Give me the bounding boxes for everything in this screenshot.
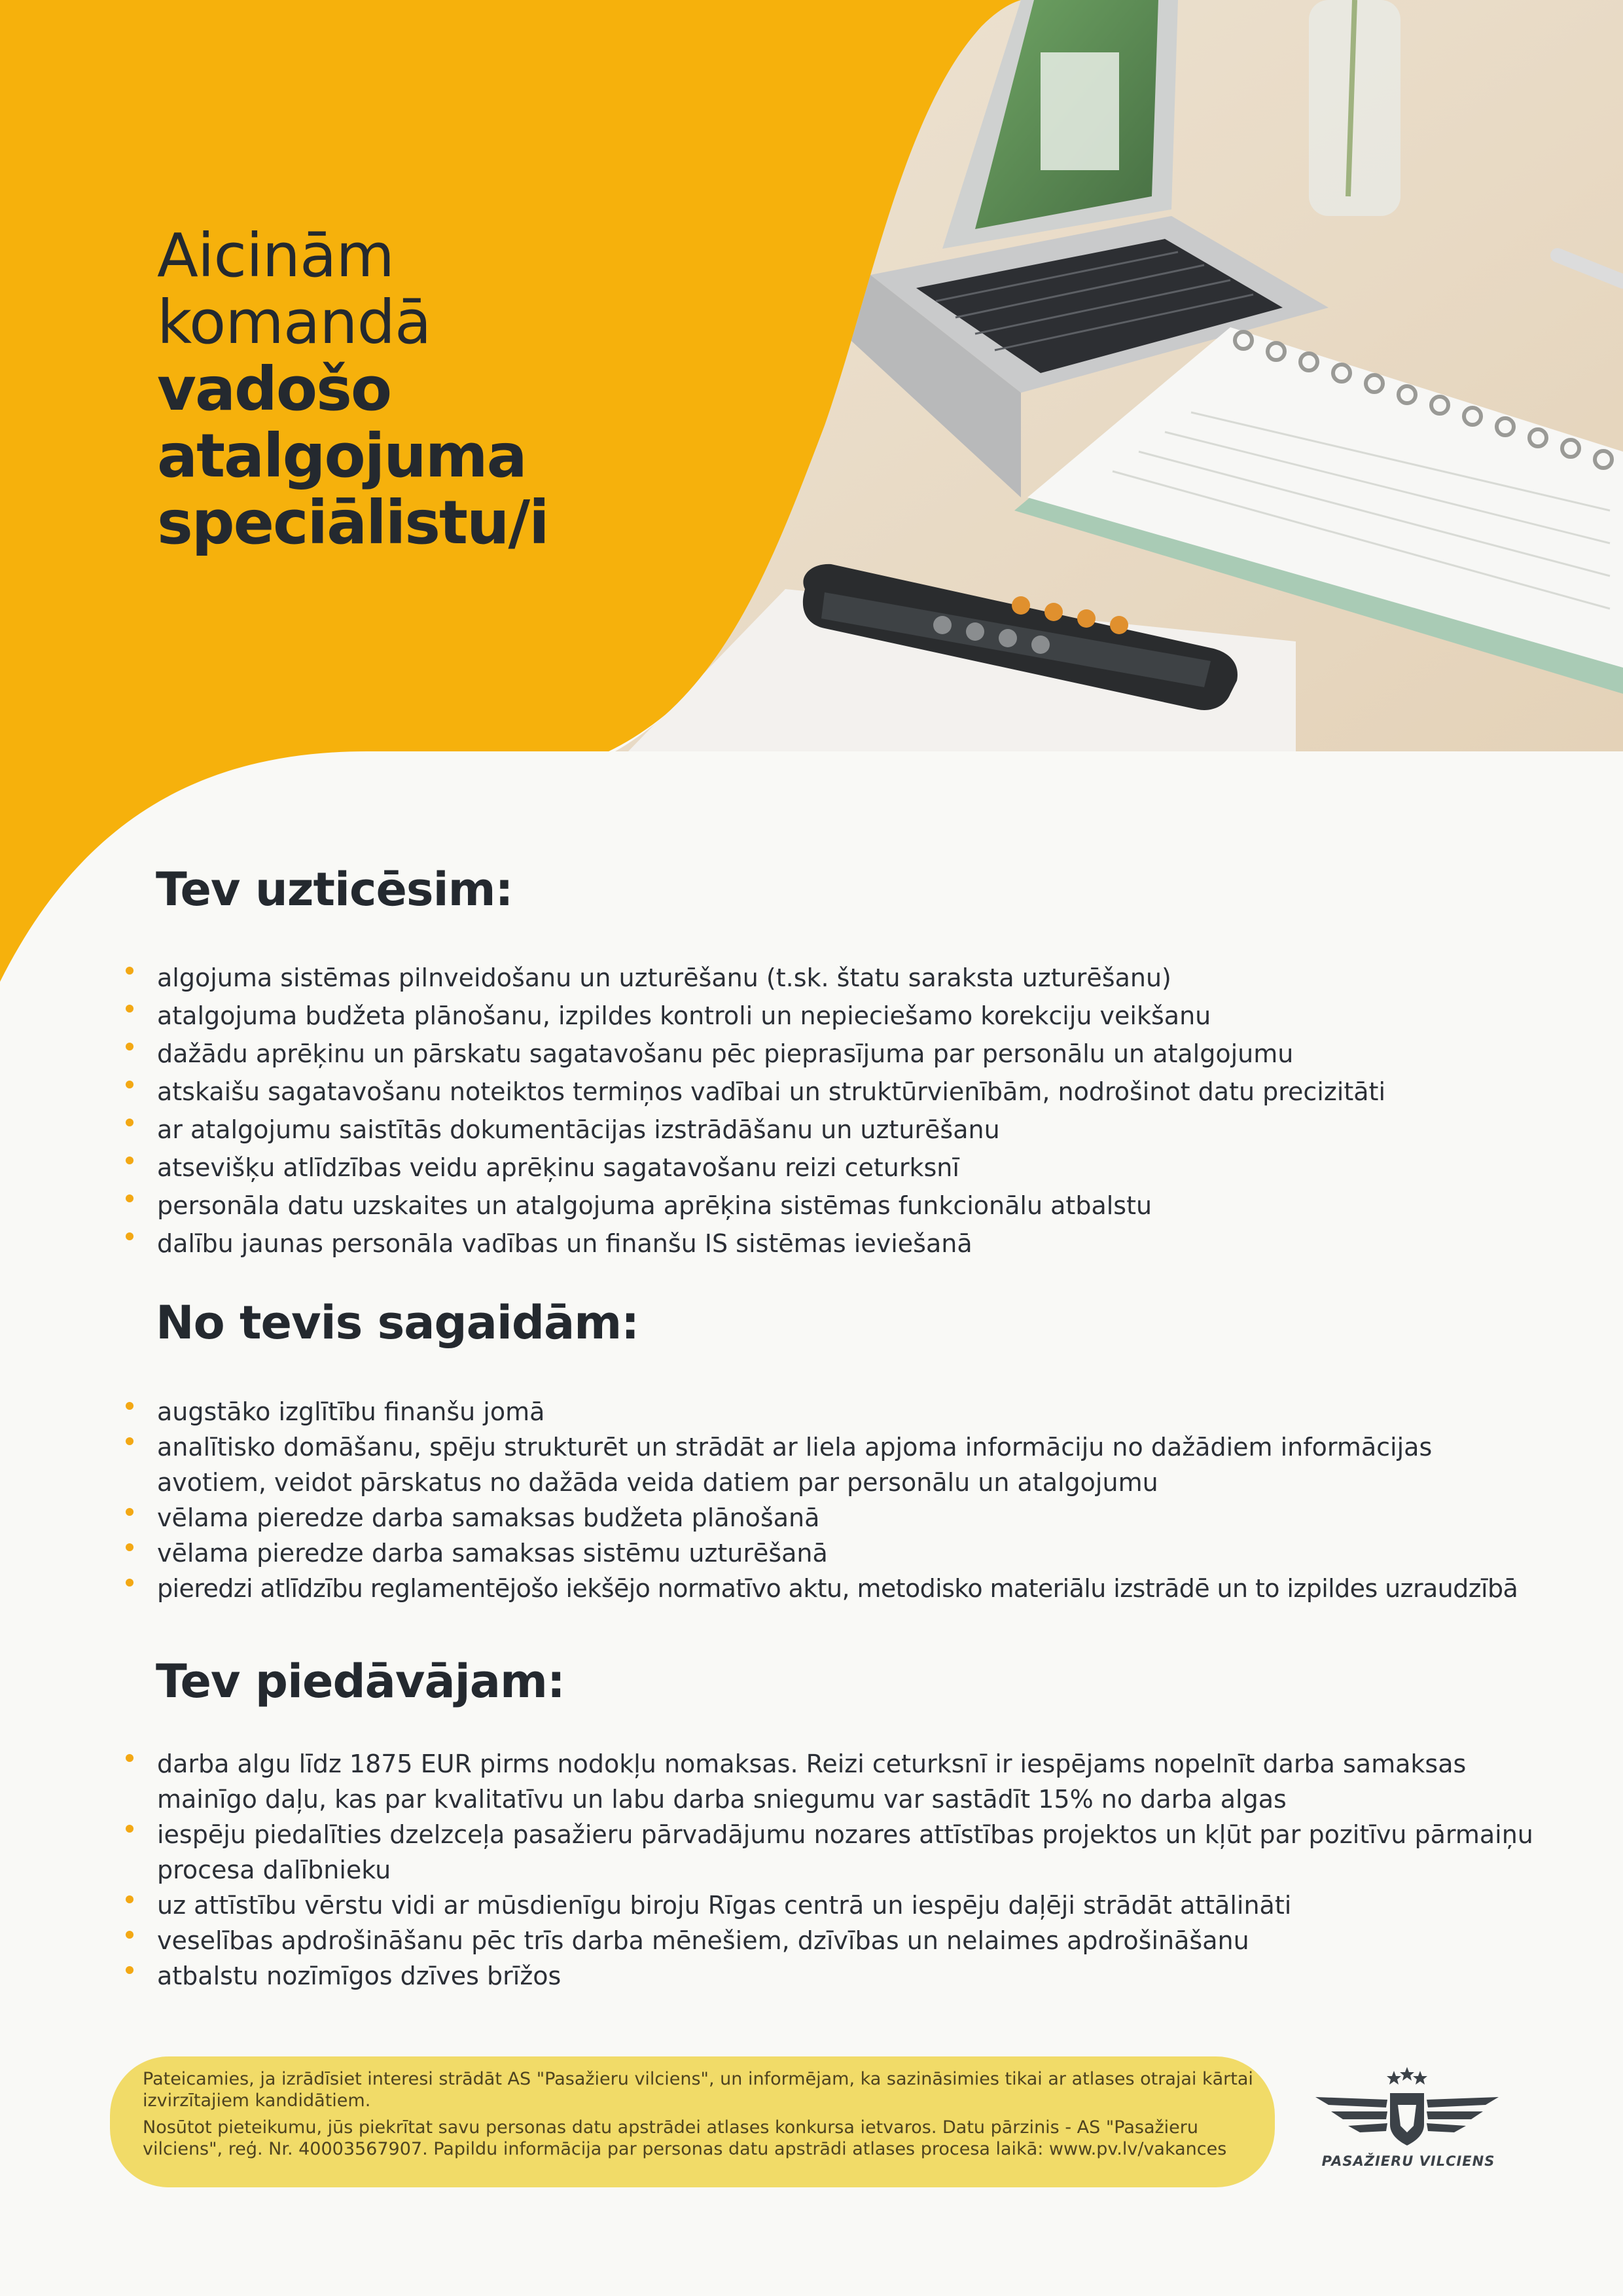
section-title-offer: Tev piedāvājam: xyxy=(156,1655,565,1708)
title-line-2: komandā xyxy=(157,287,431,357)
list-item: personāla datu uzskaites un atalgojuma aprēķina sistēmas funkcionālu atbalstu xyxy=(157,1187,1571,1225)
bullet-icon xyxy=(126,1543,134,1551)
footer-paragraph-1: Pateicamies, ja izrādīsiet interesi strādāt AS "Pasažieru vilciens", un informējam, ka sazināsimies tikai ar atlases otrajai kārtai izvirzītajiem kandidātiem. xyxy=(143,2069,1253,2111)
list-item: vēlama pieredze darba samaksas budžeta plānošanā xyxy=(157,1500,1571,1535)
title-line-1: Aicinām xyxy=(157,221,394,291)
bullet-icon xyxy=(126,1437,134,1445)
company-logo-text: PASAŽIERU VILCIENS xyxy=(1321,2153,1495,2169)
bullet-icon xyxy=(126,1232,134,1240)
bullet-icon xyxy=(126,1825,134,1833)
list-item: dalību jaunas personāla vadības un finanšu IS sistēmas ieviešanā xyxy=(157,1225,1571,1263)
bullet-icon xyxy=(126,1895,134,1903)
bullet-icon xyxy=(126,1754,134,1762)
list-item: darba algu līdz 1875 EUR pirms nodokļu nomaksas. Reizi ceturksnī ir iespējams nopelnīt darba samaksas mainīgo daļu, kas par kvalitatīvu un labu darba sniegumu var sastādīt 15% no darba algas xyxy=(157,1746,1558,1817)
offer-list xyxy=(157,1746,1571,1994)
title-line-3: vadošo xyxy=(157,354,391,424)
title-line-4: atalgojuma xyxy=(157,421,526,491)
bullet-icon xyxy=(126,1119,134,1126)
list-item: iespēju piedalīties dzelzceļa pasažieru pārvadājumu nozares attīstības projektos un kļūt par pozitīvu pārmaiņu procesa dalībnieku xyxy=(157,1817,1558,1888)
list-item: algojuma sistēmas pilnveidošanu un uzturēšanu (t.sk. štatu saraksta uzturēšanu) xyxy=(157,959,1571,997)
bullet-icon xyxy=(126,1966,134,1974)
list-item: atsevišķu atlīdzības veidu aprēķinu sagatavošanu reizi ceturksnī xyxy=(157,1149,1571,1187)
bullet-icon xyxy=(126,1081,134,1088)
bullet-icon xyxy=(126,1508,134,1516)
bullet-icon xyxy=(126,967,134,975)
section-title-expect: No tevis sagaidām: xyxy=(156,1296,639,1350)
expect-list xyxy=(157,1394,1571,1606)
footer-note xyxy=(143,2068,1255,2165)
entrust-list xyxy=(157,959,1571,1263)
list-item: atalgojuma budžeta plānošanu, izpildes kontroli un nepieciešamo korekciju veikšanu xyxy=(157,997,1571,1035)
list-item: ar atalgojumu saistītās dokumentācijas izstrādāšanu un uzturēšanu xyxy=(157,1111,1571,1149)
list-item: atbalstu nozīmīgos dzīves brīžos xyxy=(157,1958,1571,1994)
bullet-icon xyxy=(126,1579,134,1587)
footer-paragraph-2: Nosūtot pieteikumu, jūs piekrītat savu personas datu apstrādei atlases konkursa ietvaros. Datu pārzinis - AS "Pasažieru vilciens", reģ. Nr. 40003567907. Papildu informācija par personas datu apstrādi atlases procesa laikā: www.pv.lv/vakances xyxy=(143,2117,1227,2159)
bullet-icon xyxy=(126,1402,134,1410)
title-line-5: speciālistu/i xyxy=(157,488,548,558)
bullet-icon xyxy=(126,1043,134,1050)
list-item: atskaišu sagatavošanu noteiktos termiņos vadībai un struktūrvienībām, nodrošinot datu precizitāti xyxy=(157,1073,1571,1111)
section-title-entrust: Tev uzticēsim: xyxy=(156,863,513,916)
list-item: analītisko domāšanu, spēju strukturēt un strādāt ar liela apjoma informāciju no dažādiem informācijas avotiem, veidot pārskatus no dažāda veida datiem par personālu un atalgojumu xyxy=(157,1429,1466,1500)
list-item: veselības apdrošināšanu pēc trīs darba mēnešiem, dzīvības un nelaimes apdrošināšanu xyxy=(157,1923,1571,1958)
bullet-icon xyxy=(126,1194,134,1202)
bullet-icon xyxy=(126,1157,134,1164)
bullet-icon xyxy=(126,1005,134,1013)
list-item: uz attīstību vērstu vidi ar mūsdienīgu biroju Rīgas centrā un iespēju daļēji strādāt attālināti xyxy=(157,1888,1571,1923)
list-item: dažādu aprēķinu un pārskatu sagatavošanu pēc pieprasījuma par personālu un atalgojumu xyxy=(157,1035,1571,1073)
page-title xyxy=(157,223,746,556)
list-item: pieredzi atlīdzību reglamentējošo iekšējo normatīvo aktu, metodisko materiālu izstrādē un to izpildes uzraudzībā xyxy=(157,1571,1571,1606)
list-item: vēlama pieredze darba samaksas sistēmu uzturēšanā xyxy=(157,1535,1571,1571)
list-item: augstāko izglītību finanšu jomā xyxy=(157,1394,1571,1429)
bullet-icon xyxy=(126,1931,134,1939)
